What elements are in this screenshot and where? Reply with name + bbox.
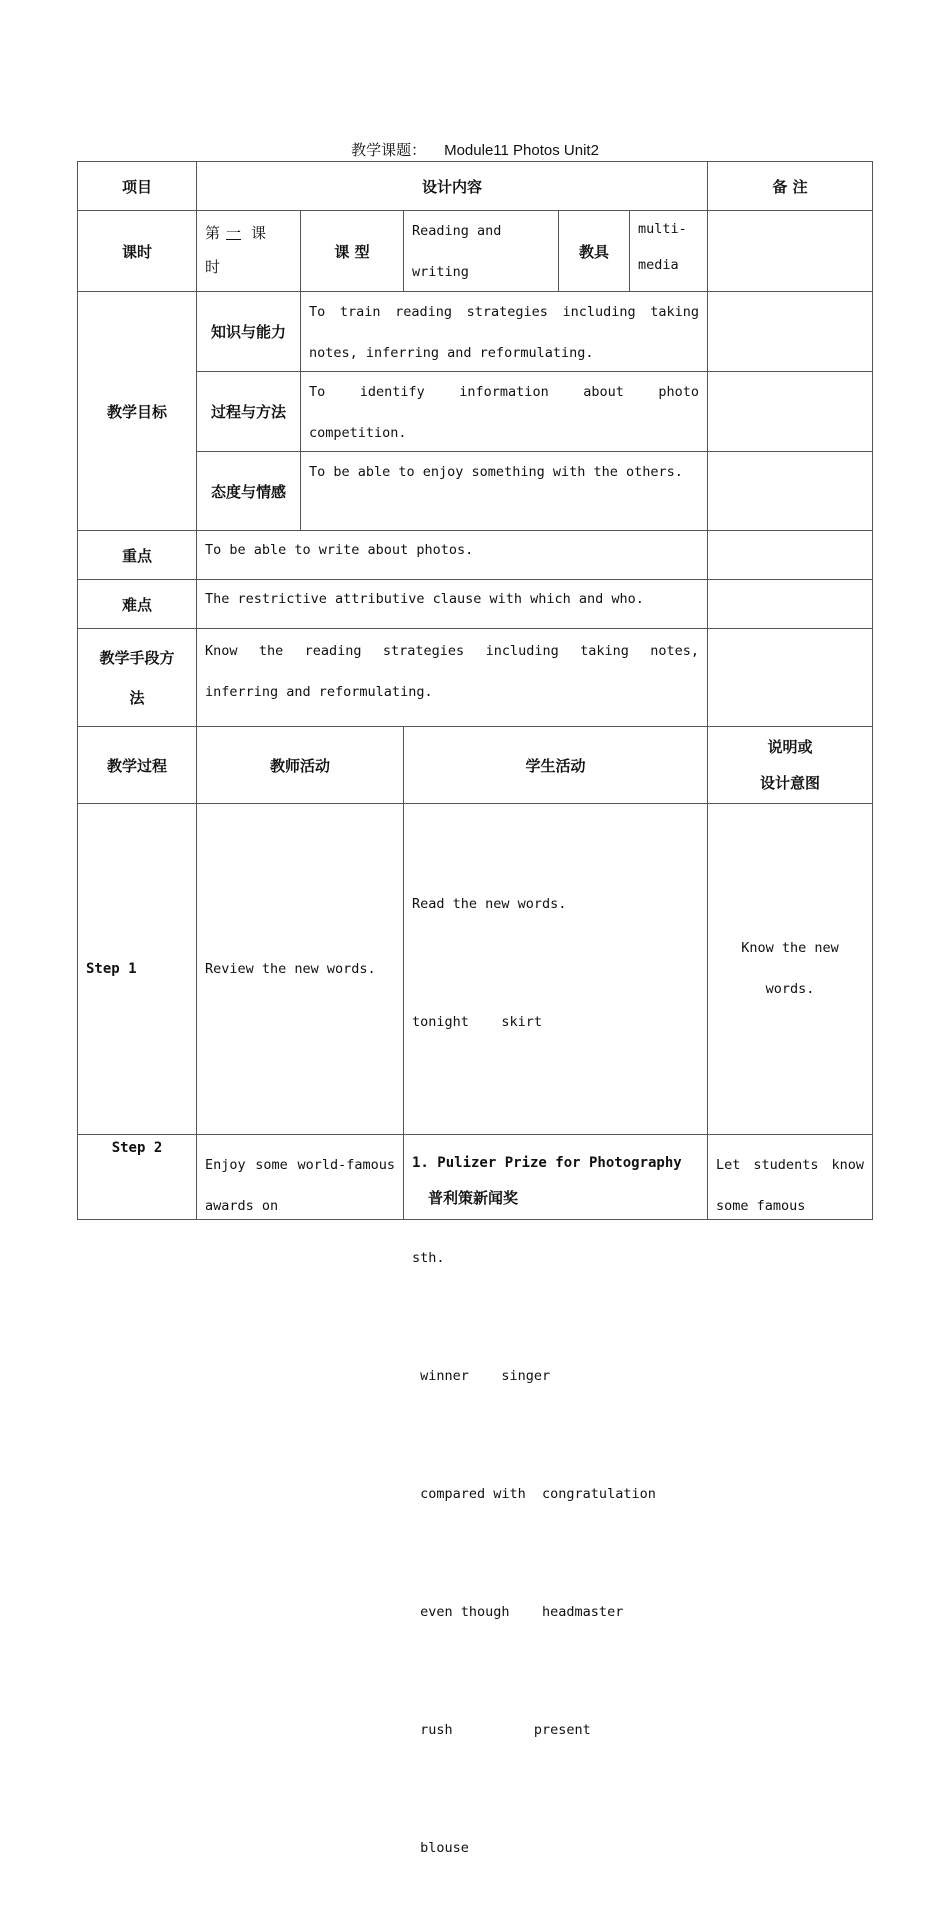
process-header-student: 学生活动 [403, 726, 708, 804]
objective-remark-attitude [707, 451, 873, 531]
step-1-student: Read the new words. tonight skirt sth. winner singer compared with congratulation even though headmaster rush present blouse [403, 803, 708, 1135]
objective-label-attitude: 态度与情感 [196, 451, 301, 531]
difficult-point-text: The restrictive attributive clause with which and who. [196, 579, 708, 629]
objective-remark-knowledge [707, 291, 873, 372]
step-2-name: Step 2 [77, 1134, 197, 1220]
lesson-type-value: Reading and writing [403, 210, 559, 292]
methods-label: 教学手段方 法 [77, 628, 197, 727]
objective-text-knowledge: To train reading strategies including taking notes, inferring and reformulating. [300, 291, 708, 372]
step-1-name: Step 1 [77, 803, 197, 1135]
step-1-note: Know the new words. [707, 803, 873, 1135]
key-point-remark [707, 530, 873, 580]
difficult-point-remark [707, 579, 873, 629]
header-remark: 备 注 [707, 161, 873, 211]
key-point-label: 重点 [77, 530, 197, 580]
objective-remark-process [707, 371, 873, 452]
step-2-teacher: Enjoy some world-famous awards on [196, 1134, 404, 1220]
lesson-tool-label: 教具 [558, 210, 630, 292]
header-design: 设计内容 [196, 161, 708, 211]
objective-text-attitude: To be able to enjoy something with the others. [300, 451, 708, 531]
step-2-student: 1. Pulizer Prize for Photography 普利策新闻奖 [403, 1134, 708, 1220]
lesson-title [0, 139, 950, 160]
step-2-note: Let students know some famous [707, 1134, 873, 1220]
objective-label-process: 过程与方法 [196, 371, 301, 452]
key-point-text: To be able to write about photos. [196, 530, 708, 580]
lesson-type-label: 课 型 [300, 210, 404, 292]
methods-text: Know the reading strategies including taking notes, inferring and reformulating. [196, 628, 708, 727]
objective-text-process: To identify information about photo competition. [300, 371, 708, 452]
methods-remark [707, 628, 873, 727]
lesson-label: 课时 [77, 210, 197, 292]
objective-label-knowledge: 知识与能力 [196, 291, 301, 372]
objectives-label: 教学目标 [77, 291, 197, 531]
lesson-remark [707, 210, 873, 292]
title-label: 教学课题： [351, 141, 427, 159]
process-header-teacher: 教师活动 [196, 726, 404, 804]
process-header-process: 教学过程 [77, 726, 197, 804]
lesson-tool-value: multi- media [629, 210, 708, 292]
header-item: 项目 [77, 161, 197, 211]
title-topic: Module11 Photos Unit2 [444, 142, 599, 159]
difficult-point-label: 难点 [77, 579, 197, 629]
step-1-teacher: Review the new words. [196, 803, 404, 1135]
lesson-period: 第 一 课 时 [196, 210, 301, 292]
process-header-note: 说明或 设计意图 [707, 726, 873, 804]
